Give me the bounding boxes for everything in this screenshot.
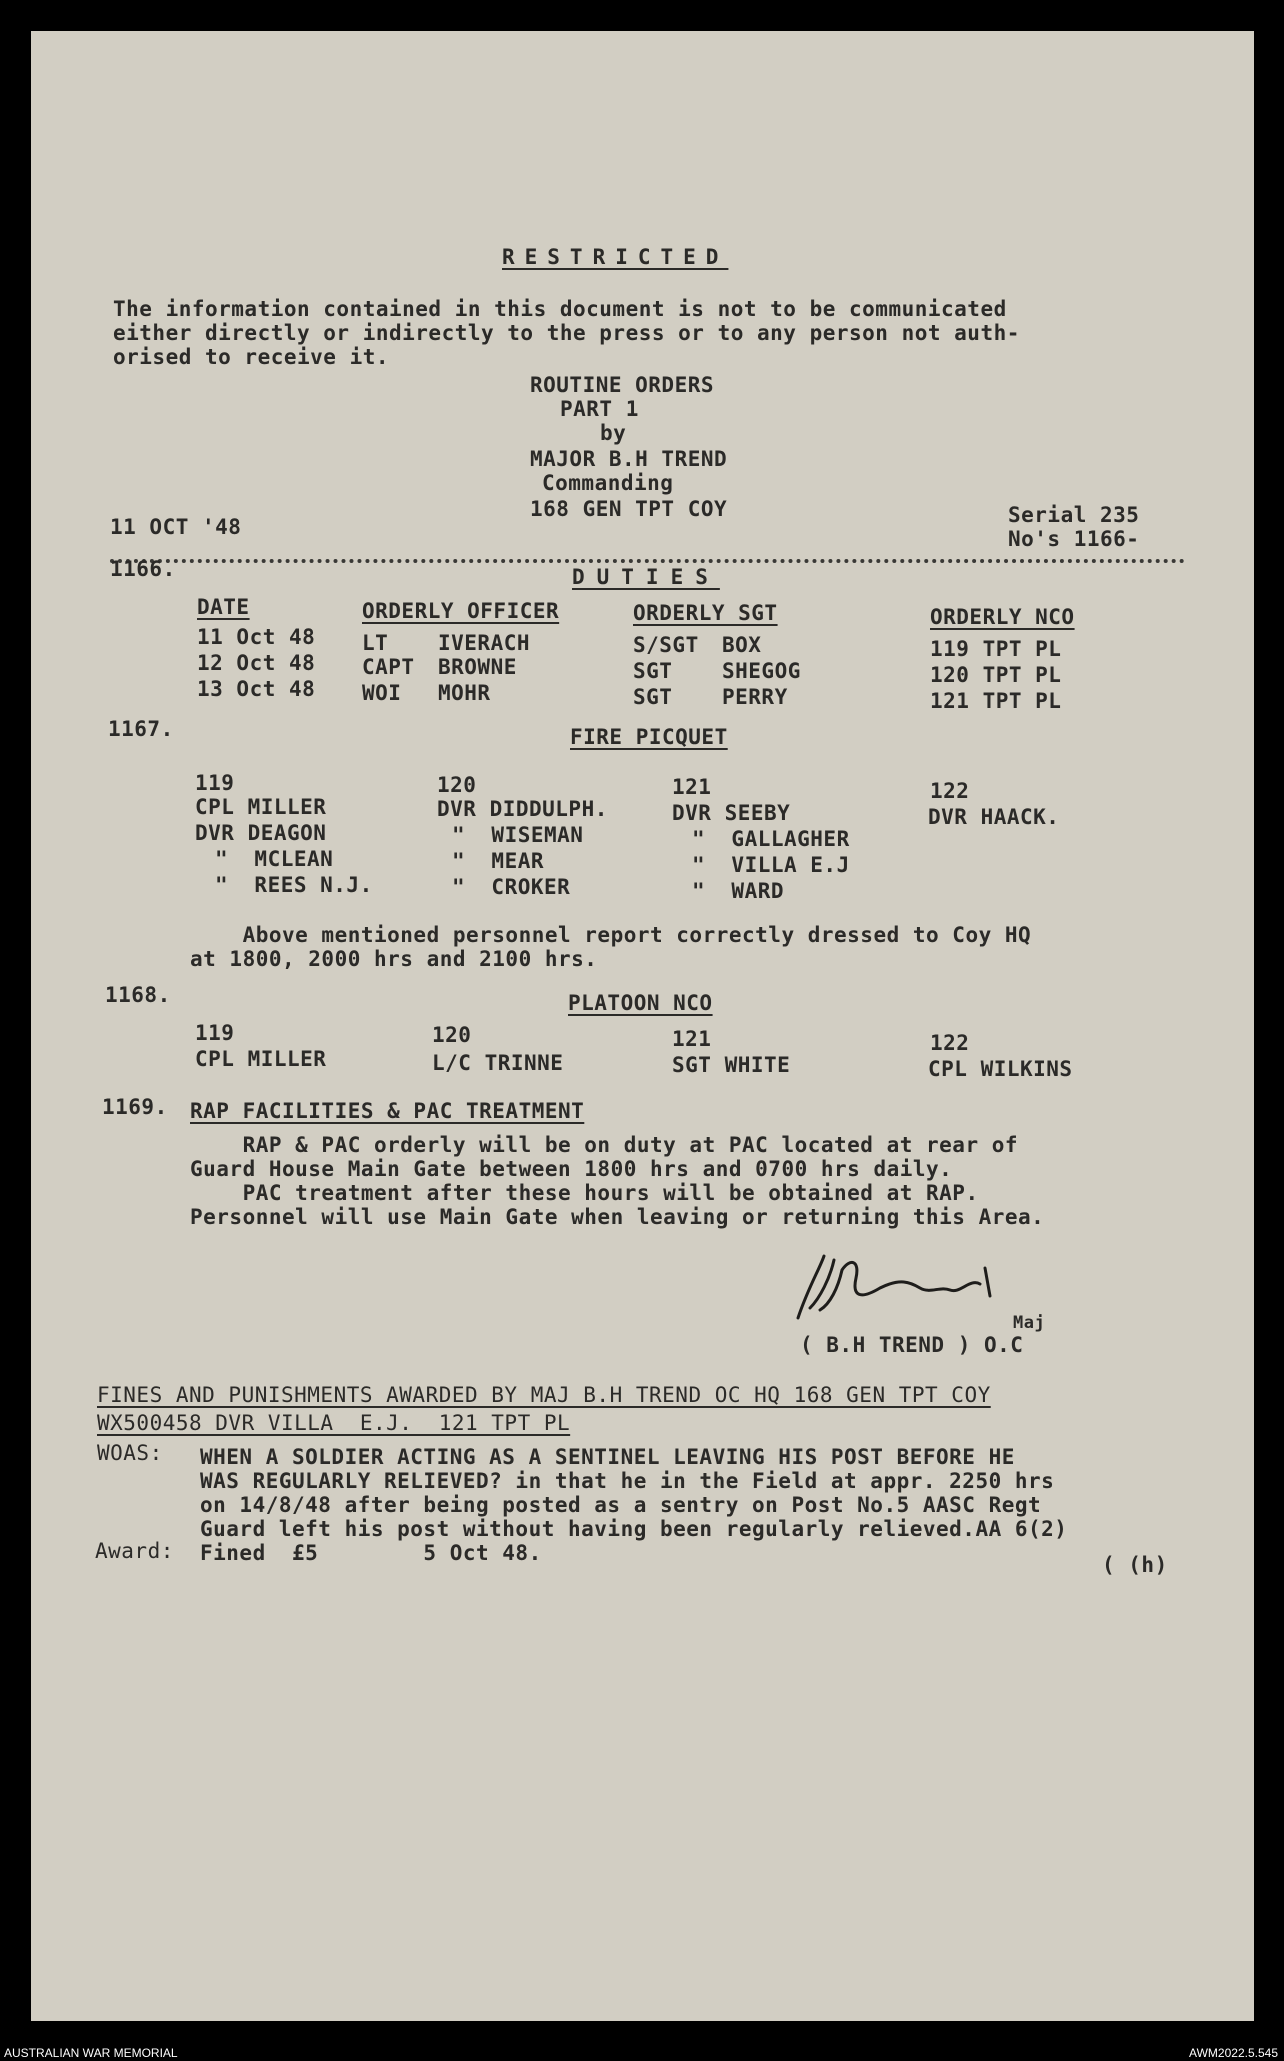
signature-name: ( B.H TREND ) O.C <box>800 1333 1024 1357</box>
col-orderly-sgt: ORDERLY SGT <box>633 601 778 625</box>
rap-line-2: Guard House Main Gate between 1800 hrs and 0700 hrs daily. <box>190 1157 953 1181</box>
picquet-member: " MCLEAN <box>215 847 334 871</box>
nco-name: CPL MILLER <box>195 1047 327 1071</box>
nco-name: CPL WILKINS <box>928 1057 1073 1081</box>
notice-line-2: either directly or indirectly to the press or to any person not auth- <box>113 321 1020 345</box>
duty-date: 12 Oct 48 <box>197 651 316 675</box>
duty-nco: 121 TPT PL <box>930 689 1062 713</box>
title-line-6: 168 GEN TPT COY <box>530 497 728 521</box>
duties-number: 1166. <box>110 557 176 581</box>
award-label: Award: <box>95 1539 174 1563</box>
picquet-member: " GALLAGHER <box>692 827 850 851</box>
picquet-member: " CROKER <box>452 875 571 899</box>
duty-officer: BROWNE <box>438 655 517 679</box>
rap-heading: RAP FACILITIES & PAC TREATMENT <box>190 1099 585 1123</box>
serial-number: Serial 235 <box>1008 503 1140 527</box>
title-line-5: Commanding <box>542 471 674 495</box>
duty-sgt-rank: S/SGT <box>633 633 699 657</box>
duty-date: 11 Oct 48 <box>197 625 316 649</box>
duty-officer: IVERACH <box>438 631 531 655</box>
picquet-member: " WARD <box>692 879 785 903</box>
woas-line-2: WAS REGULARLY RELIEVED? in that he in the Field at appr. 2250 hrs <box>200 1469 1055 1493</box>
fines-heading: FINES AND PUNISHMENTS AWARDED BY MAJ B.H TREND OC HQ 168 GEN TPT COY <box>97 1383 991 1407</box>
picquet-member: " MEAR <box>452 849 545 873</box>
rap-line-3: PAC treatment after these hours will be obtained at RAP. <box>190 1181 979 1205</box>
title-line-2: PART 1 <box>560 397 639 421</box>
duty-officer-rank: LT <box>362 631 389 655</box>
col-orderly-nco: ORDERLY NCO <box>930 605 1075 629</box>
duty-sgt: PERRY <box>722 685 788 709</box>
divider-dotted <box>110 559 1185 563</box>
picquet-platoon: 121 <box>672 775 712 799</box>
duty-sgt-rank: SGT <box>633 685 673 709</box>
notice-line-1: The information contained in this document is not to be communicated <box>113 297 1007 321</box>
duty-officer-rank: CAPT <box>362 655 415 679</box>
col-orderly-officer: ORDERLY OFFICER <box>362 599 560 623</box>
notice-line-3: orised to receive it. <box>113 345 390 369</box>
picquet-note-line-2: at 1800, 2000 hrs and 2100 hrs. <box>190 947 598 971</box>
picquet-member: CPL MILLER <box>195 795 327 819</box>
nco-name: SGT WHITE <box>672 1053 791 1077</box>
woas-line-1: WHEN A SOLDIER ACTING AS A SENTINEL LEAVING HIS POST BEFORE HE <box>200 1445 1015 1469</box>
nco-platoon: 120 <box>432 1023 472 1047</box>
picquet-platoon: 120 <box>437 773 477 797</box>
duty-date: 13 Oct 48 <box>197 677 316 701</box>
picquet-member: " WISEMAN <box>452 823 584 847</box>
nco-platoon: 122 <box>930 1031 970 1055</box>
duties-heading: DUTIES <box>572 565 720 589</box>
duty-nco: 119 TPT PL <box>930 637 1062 661</box>
footer-source: AUSTRALIAN WAR MEMORIAL <box>4 2046 178 2060</box>
woas-line-4: Guard left his post without having been regularly relieved.AA 6(2) <box>200 1517 1068 1541</box>
award-text: Fined £5 5 Oct 48. <box>200 1541 542 1565</box>
picquet-platoon: 122 <box>930 779 970 803</box>
rap-line-4: Personnel will use Main Gate when leaving or returning this Area. <box>190 1205 1045 1229</box>
woas-label: WOAS: <box>97 1441 163 1465</box>
nco-name: L/C TRINNE <box>432 1051 564 1075</box>
title-line-3: by <box>600 421 627 445</box>
picquet-member: DVR SEEBY <box>672 801 791 825</box>
col-date: DATE <box>197 595 250 619</box>
title-line-4: MAJOR B.H TREND <box>530 447 728 471</box>
picquet-platoon: 119 <box>195 771 235 795</box>
platoon-nco-heading: PLATOON NCO <box>568 991 713 1015</box>
footer-accession: AWM2022.5.545 <box>1189 2046 1278 2060</box>
fire-picquet-number: 1167. <box>108 717 174 741</box>
picquet-member: " VILLA E.J <box>692 853 850 877</box>
duty-sgt: SHEGOG <box>722 659 801 683</box>
picquet-member: DVR DIDDULPH. <box>437 797 608 821</box>
woas-line-3: on 14/8/48 after being posted as a sentry on Post No.5 AASC Regt <box>200 1493 1042 1517</box>
nco-platoon: 121 <box>672 1027 712 1051</box>
aa-clause: ( (h) <box>1102 1553 1168 1577</box>
handwritten-signature <box>790 1248 1020 1328</box>
order-date: 11 OCT '48 <box>110 515 242 539</box>
restricted-heading: RESTRICTED <box>502 245 729 269</box>
order-numbers: No's 1166- <box>1008 527 1140 551</box>
picquet-member: " REES N.J. <box>215 873 373 897</box>
signature-rank: Maj <box>1013 1313 1046 1333</box>
duty-nco: 120 TPT PL <box>930 663 1062 687</box>
nco-platoon: 119 <box>195 1021 235 1045</box>
duty-sgt-rank: SGT <box>633 659 673 683</box>
picquet-member: DVR HAACK. <box>928 805 1060 829</box>
rap-number: 1169. <box>102 1095 168 1119</box>
platoon-nco-number: 1168. <box>105 983 171 1007</box>
duty-sgt: BOX <box>722 633 762 657</box>
picquet-note-line-1: Above mentioned personnel report correctly dressed to Coy HQ <box>190 923 1032 947</box>
duty-officer-rank: WOI <box>362 681 402 705</box>
rap-line-1: RAP & PAC orderly will be on duty at PAC located at rear of <box>190 1133 1019 1157</box>
fines-soldier: WX500458 DVR VILLA E.J. 121 TPT PL <box>97 1411 571 1435</box>
title-line-1: ROUTINE ORDERS <box>530 373 715 397</box>
fire-picquet-heading: FIRE PICQUET <box>570 725 728 749</box>
picquet-member: DVR DEAGON <box>195 821 327 845</box>
duty-officer: MOHR <box>438 681 491 705</box>
